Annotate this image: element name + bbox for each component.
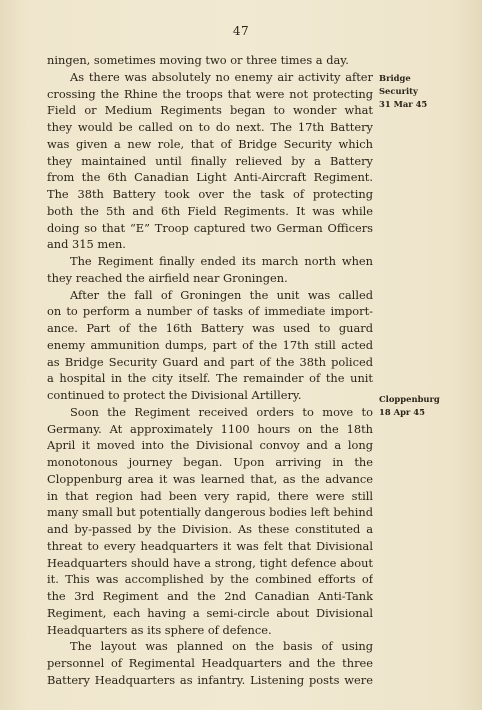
text-line: it. This was accomplished by the combined efforts of (47, 572, 373, 587)
margin-note-title: Bridge (379, 73, 411, 83)
text-line: Regiment, each having a semi-circle about Divisional (47, 605, 373, 620)
text-line: personnel of Regimental Headquarters and the three (47, 656, 373, 670)
text-line: doing so that “E” Troop captured two German Officers (47, 220, 373, 235)
text-line: and 315 men. (47, 237, 126, 252)
text-line: in that region had been very rapid, there were still (47, 488, 373, 503)
text-line: enemy ammunition dumps, part of the 17th still acted (47, 337, 373, 352)
text-line: crossing the Rhine the troops that were not protecting (47, 86, 373, 101)
body-text (47, 52, 373, 689)
text-line: they would be called on to do next. The 17th Battery (47, 120, 373, 134)
text-line: The Regiment finally ended its march north when (70, 254, 373, 268)
text-line: April it moved into the Divisional convoy and a long (47, 438, 373, 453)
text-line: Germany. At approximately 1100 hours on the 18th (47, 421, 373, 436)
text-line: Headquarters as its sphere of defence. (47, 622, 272, 637)
text-line: on to perform a number of tasks of immediate import- (47, 304, 373, 319)
text-line: As there was absolutely no enemy air activity after (70, 69, 373, 84)
text-line: they maintained until finally relieved by a Battery (47, 153, 373, 168)
text-line: as Bridge Security Guard and part of the 38th policed (47, 354, 373, 369)
text-line: they reached the airfield near Groningen. (47, 270, 288, 285)
margin-note-cloppenburg (379, 393, 474, 419)
text-line: a hospital in the city itself. The remainder of the unit (47, 371, 373, 386)
text-line: threat to every headquarters it was felt that Divisional (47, 538, 373, 553)
text-line: both the 5th and 6th Field Regiments. It was while (47, 203, 373, 218)
text-line: ance. Part of the 16th Battery was used to guard (47, 321, 373, 335)
text-line: continued to protect the Divisional Artillery. (47, 388, 302, 402)
text-line: Headquarters should have a strong, tight defence about (47, 555, 373, 570)
text-line: the 3rd Regiment and the 2nd Canadian Anti-Tank (47, 589, 373, 603)
text-line: The 38th Battery took over the task of protecting (47, 187, 373, 201)
margin-note-subtitle: Security (379, 86, 418, 96)
text-line: many small but potentially dangerous bodies left behind (47, 505, 373, 520)
margin-note-date: 31 Mar 45 (379, 99, 428, 109)
page-number: 47 (232, 24, 250, 38)
text-line: After the fall of Groningen the unit was called (70, 287, 373, 302)
text-line: and by-passed by the Division. As these constituted a (47, 522, 373, 536)
margin-note-bridge-security (379, 72, 474, 111)
text-line: Battery Headquarters as infantry. Listening posts were (47, 672, 373, 687)
margin-note-title: Cloppenburg (379, 394, 440, 404)
text-line: The layout was planned on the basis of using (70, 639, 373, 654)
margin-note-date: 18 Apr 45 (379, 407, 425, 417)
text-line: from the 6th Canadian Light Anti-Aircraft Regiment. (47, 170, 373, 185)
text-line: was given a new role, that of Bridge Security which (47, 136, 373, 151)
text-line: Soon the Regiment received orders to move to (70, 404, 373, 419)
text-line: monotonous journey began. Upon arriving in the (47, 455, 373, 469)
text-line: Cloppenburg area it was learned that, as the advance (47, 471, 373, 486)
text-line: ningen, sometimes moving two or three times a day. (47, 53, 349, 67)
text-line: Field or Medium Regiments began to wonder what (47, 103, 373, 118)
